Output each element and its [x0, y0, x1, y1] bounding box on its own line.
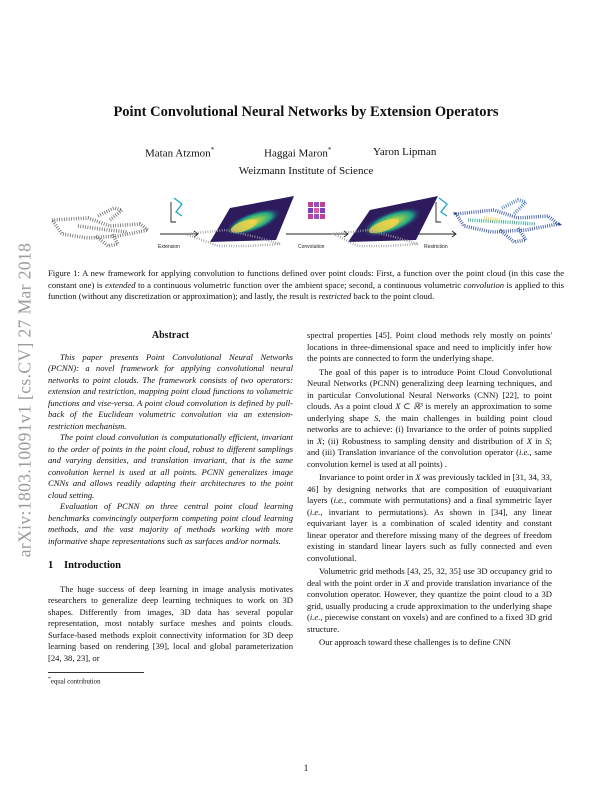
footnote-rule	[48, 672, 144, 673]
extended-volume	[186, 196, 294, 246]
author-list	[145, 146, 475, 160]
section-heading: 1 Introduction	[48, 560, 121, 571]
arxiv-id: arXiv:1803.10091v1 [cs.CV] 27 Mar 2018	[14, 242, 35, 558]
body-paragraph: spectral properties [45]. Point cloud methods rely mostly on points' locations in three-dimensional space and need to implicitly infer how the points are connected to form the underlying shape.	[307, 330, 552, 363]
paper-title: Point Convolutional Neural Networks by Extension Operators	[113, 104, 499, 120]
arxiv-sidebar	[10, 200, 40, 600]
input-point-cloud	[52, 208, 148, 246]
author-2: Haggai Maron*	[264, 146, 332, 160]
right-column	[307, 330, 552, 651]
body-paragraph: Invariance to point order in X was previously tackled in [31, 34, 33, 46] by designing networks that are composition of euuquivariant layers (i.e., commute with permutations) and a final symmetric layer (i.e., invariant to permutations). As shown in [34], any linear equivariant layer is a combination of scaled identity and constant linear operator and therefore missing many of the degrees of freedom existing in standard linear layers such as fully connected and even convolutional.	[307, 472, 553, 563]
body-paragraph: The goal of this paper is to introduce Point Cloud Convolutional Neural Networks (PCNN) generalizing deep learning techniques, and in particular Convolutional Neural Networks (CNN) [22], to point clouds. As a point cloud X ⊂ ℝ³ is merely an approximation to some underlying shape S, the main challenges in building point cloud networks are to achieve: (i) Invariance to the order of points supplied in X; (ii) Robustness to sampling density and distribution of X in S; and (iii) Translation invariance of the convolution operator (i.e., same convolution kernel is used at all points) .	[307, 366, 553, 469]
teaser-figure	[48, 186, 564, 258]
output-point-cloud	[456, 200, 558, 242]
abstract-paragraph: Evaluation of PCNN on three central point cloud learning benchmarks convincingly outperform competing point cloud learning methods, and the vast majority of methods working with more informative shape representations such as surfaces and/or normals.	[48, 501, 293, 546]
footnote: *equal contribution	[48, 672, 293, 685]
author-3: Yaron Lipman	[373, 146, 437, 158]
affiliation: Weizmann Institute of Science	[238, 165, 374, 177]
figure-caption: Figure 1: A new framework for applying convolution to functions defined over point clouds: First, a function over the point cloud (in this case the constant one) is extended to a continuous volumetric function over the ambient space; second, a continuous volumetric convolution is applied to this function (without any discretization or approximation); and lastly, the result is restricted back to the point cloud.	[48, 268, 565, 302]
restriction-label: Restriction	[424, 244, 448, 250]
convolution-label: Convolution	[298, 244, 325, 250]
abstract-heading: Abstract	[151, 330, 190, 341]
page-number: 1	[303, 764, 309, 774]
extension-arrow	[160, 198, 198, 237]
abstract-body	[48, 352, 293, 548]
body-paragraph: Our approach toward these challenges is to define CNN	[319, 637, 511, 647]
author-1: Matan Atzmon*	[145, 146, 215, 160]
convolution-kernel	[308, 202, 325, 219]
abstract-paragraph: This paper presents Point Convolutional Neural Networks (PCNN): a novel framework for applying convolutional neural networks to point clouds. The framework consists of two operators: extension and restriction, mapping point cloud functions to volumetric functions and vise-versa. A point cloud convolution is defined by pull-back of the Euclidean volumetric convolution via an extension-restriction mechanism.	[48, 351, 293, 431]
body-paragraph: The huge success of deep learning in image analysis motivates researchers to generalize deep learning techniques to work on 3D shapes. Differently from images, 3D data has several popular representation, most notably surface meshes and points clouds. Surface-based methods exploit connectivity information for 3D deep learning based on rendering [39], local and global parameterization [24, 38, 23], or	[48, 583, 293, 663]
body-paragraph: Volumetric grid methods [43, 25, 32, 35] use 3D occupancy grid to deal with the point order in X and provide translation invariance of the convolution operator. However, they quantize the point cloud to a 3D grid, usually producing a crude approximation to the underlying shape (i.e., piecewise constant on voxels) and are confined to a fixed 3D grid structure.	[307, 566, 552, 634]
convolved-volume	[334, 196, 438, 246]
left-column	[48, 330, 293, 666]
abstract-paragraph: The point cloud convolution is computationally efficient, invariant to the order of points in the point cloud, robust to different samplings and varying densities, and translation invariant, that is the same convolution kernel is used at all points. PCNN generalizes image CNNs and allows readily adapting their architectures to the point cloud setting.	[48, 432, 293, 500]
convolution-arrow	[286, 231, 348, 237]
extension-label: Extension	[158, 244, 180, 250]
